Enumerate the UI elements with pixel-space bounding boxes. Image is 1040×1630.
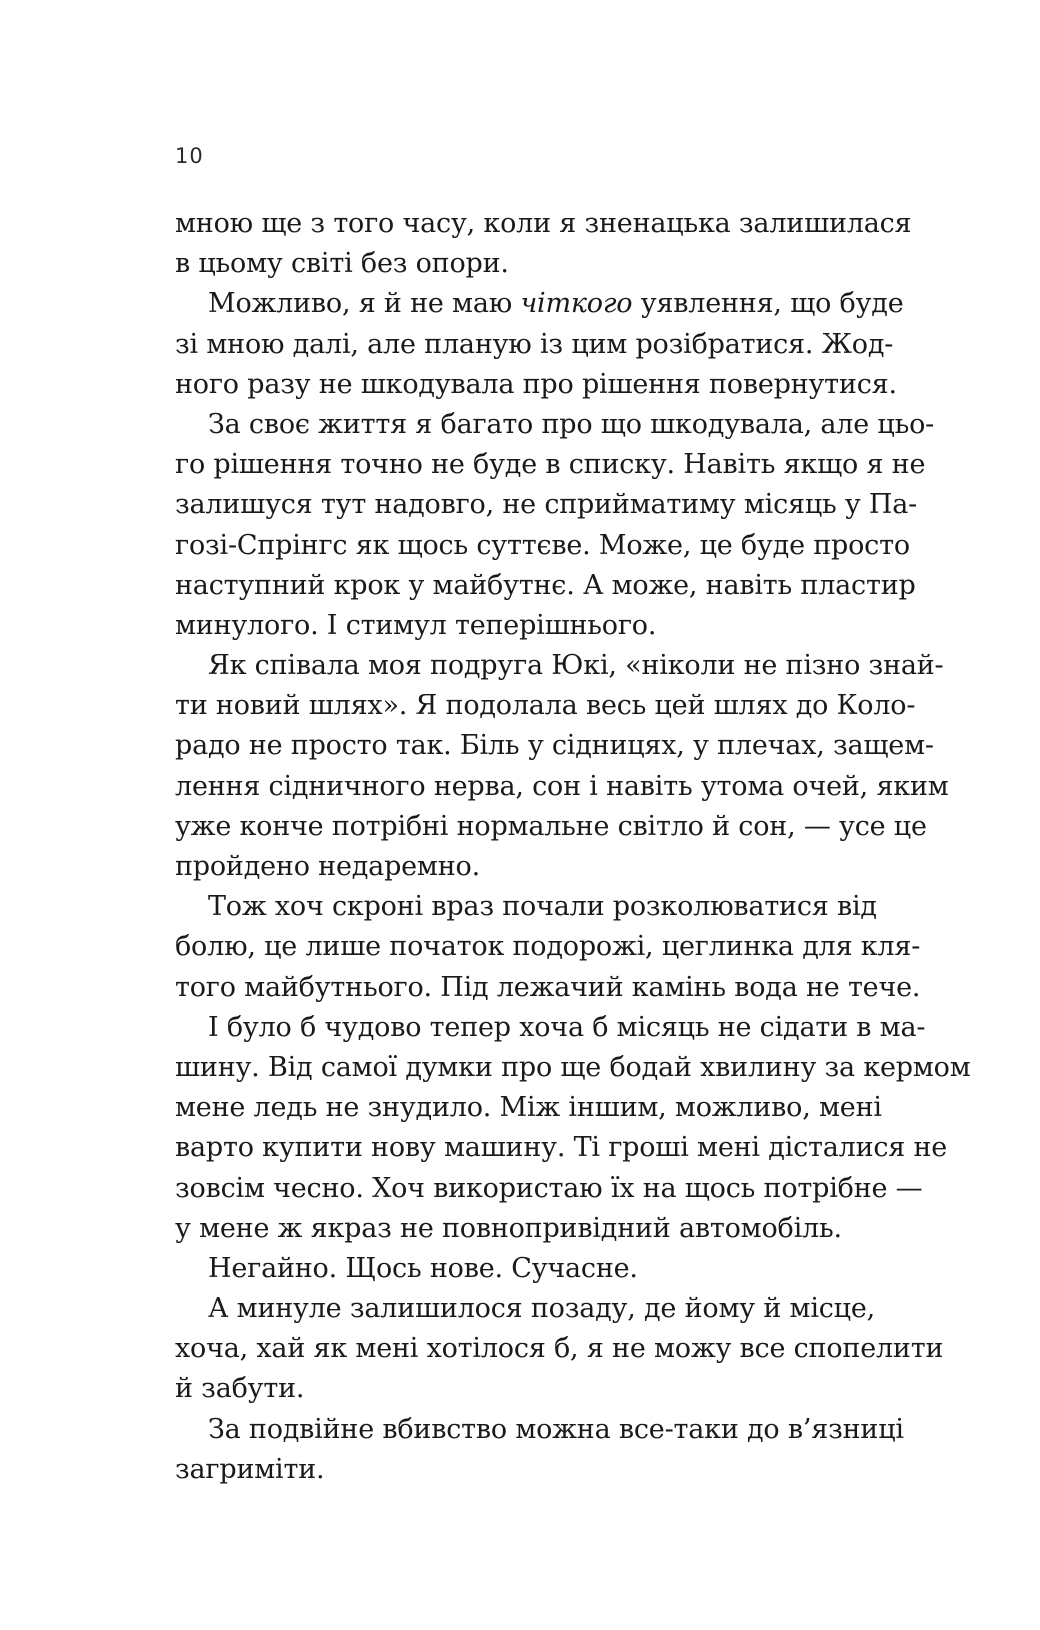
text-line: За подвійне вбивство можна все-таки до в’язниці (208, 1413, 904, 1445)
text-line: в цьому світі без опори. (175, 248, 509, 280)
body-text (175, 204, 971, 1490)
text-line: у мене ж якраз не повнопривідний автомобіль. (175, 1212, 842, 1244)
text-segment: Можливо, я й не маю (208, 288, 521, 320)
text-line: мене ледь не знудило. Між іншим, можливо, мені (175, 1092, 882, 1124)
text-line: гозі-Спрінгс як щось суттєве. Може, це буде просто (175, 529, 910, 561)
text-line: залишуся тут надовго, не сприйматиму місяць у Па- (175, 489, 918, 521)
page-number: 10 (175, 144, 204, 168)
text-line: лення сідничного нерва, сон і навіть утома очей, яким (175, 770, 949, 802)
text-line: Як співала моя подруга Юкі, «ніколи не пізно знай- (208, 650, 944, 682)
text-line: За своє життя я багато про що шкодувала, але цьо- (208, 408, 935, 440)
text-line: варто купити нову машину. Ті гроші мені дісталися не (175, 1132, 948, 1164)
text-line: зі мною далі, але планую із цим розібратися. Жод- (175, 328, 894, 360)
emphasized-word: чіткого (520, 288, 633, 320)
text-line: хоча, хай як мені хотілося б, я не можу все спопелити (175, 1333, 944, 1365)
text-line: мною ще з того часу, коли я зненацька залишилася (175, 208, 912, 239)
text-line: й забути. (175, 1373, 305, 1405)
text-line: Негайно. Щось нове. Сучасне. (208, 1252, 638, 1284)
text-line: того майбутнього. Під лежачий камінь вода не тече. (175, 971, 921, 1003)
text-line: пройдено недаремно. (175, 851, 480, 882)
text-line: ного разу не шкодувала про рішення повернутися. (175, 368, 897, 400)
text-line: минулого. І стимул теперішнього. (175, 609, 657, 641)
text-line: наступний крок у майбутнє. А може, навіть пластир (175, 569, 916, 601)
text-line: шину. Від самої думки про ще бодай хвилину за кермом (175, 1051, 971, 1083)
text-line: го рішення точно не буде в списку. Навіть якщо я не (175, 449, 926, 481)
text-line: ти новий шлях». Я подолала весь цей шлях до Коло- (175, 690, 916, 722)
text-line (175, 284, 904, 324)
text-line: радо не просто так. Біль у сідницях, у плечах, защем- (175, 730, 934, 762)
text-line: Тож хоч скроні враз почали розколюватися від (208, 891, 877, 923)
text-line: загриміти. (175, 1453, 325, 1485)
text-line: болю, це лише початок подорожі, цеглинка для кля- (175, 931, 921, 963)
text-line: уже конче потрібні нормальне світло й сон, — усе це (175, 810, 927, 842)
text-line: А минуле залишилося позаду, де йому й місце, (208, 1293, 875, 1325)
text-segment: уявлення, що буде (632, 288, 904, 320)
text-line: І було б чудово тепер хоча б місяць не сідати в ма- (208, 1011, 926, 1043)
text-line: зовсім чесно. Хоч використаю їх на щось потрібне — (175, 1172, 923, 1204)
